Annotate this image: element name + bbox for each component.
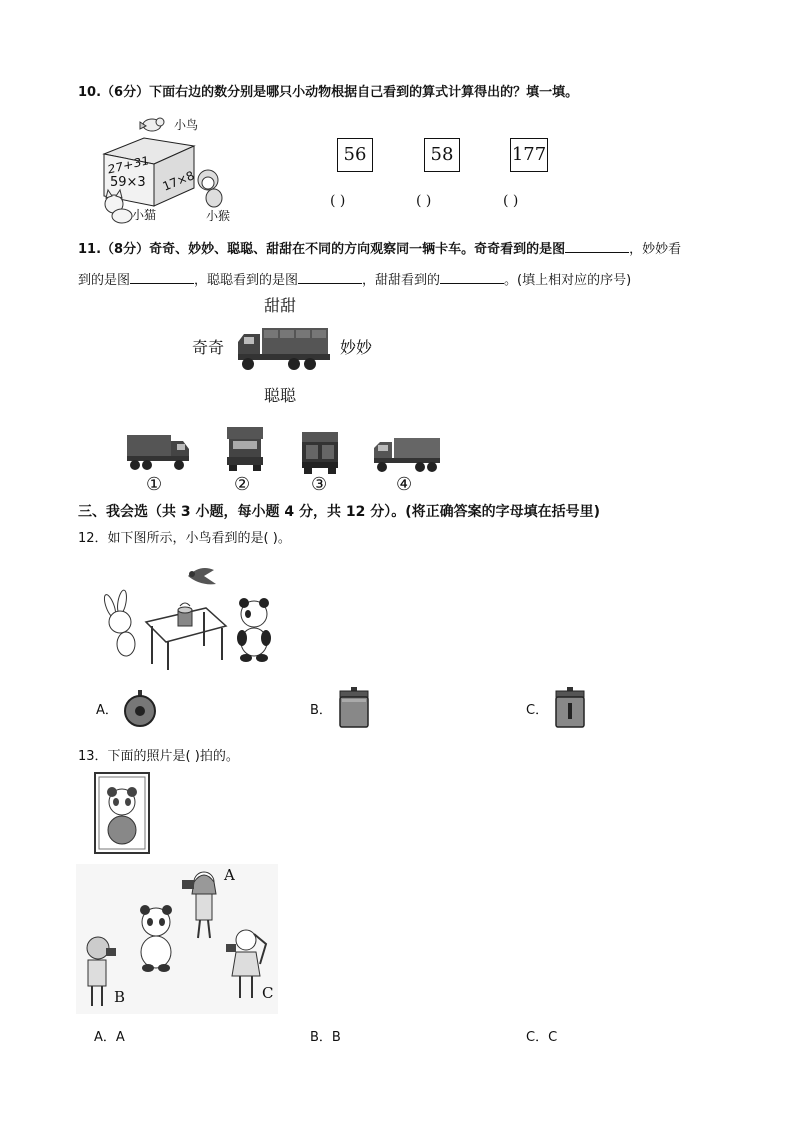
answer-paren-3[interactable]: ( ) — [503, 193, 519, 209]
q11-text-c: 到的是图 — [78, 273, 131, 288]
number-box-2: 58 — [424, 138, 460, 172]
observer-right: 妙妙 — [340, 338, 373, 357]
q11-blank-qiqi[interactable] — [565, 239, 629, 253]
truck-option-2-icon — [225, 425, 265, 473]
q11-blank-miaomiao[interactable] — [130, 270, 194, 284]
scene-label-a: A — [224, 866, 235, 884]
q11-text-a: 11.（8分）奇奇、妙妙、聪聪、甜甜在不同的方向观察同一辆卡车。奇奇看到的是图 — [78, 242, 566, 257]
monkey-label: 小猴 — [206, 209, 231, 223]
panda-icon — [237, 598, 271, 662]
q11-text-d: ，聪聪看到的是图 — [194, 273, 299, 288]
q11-blank-tiantian[interactable] — [440, 270, 504, 284]
q10-figure — [96, 114, 246, 226]
q12-option-c-label[interactable]: C． — [526, 703, 549, 718]
q13-stem: 13．下面的照片是( )拍的。 — [78, 749, 239, 764]
q13-option-b[interactable]: B．B — [310, 1030, 341, 1045]
q13-scene-figure — [76, 864, 278, 1014]
option-label-3: ③ — [311, 474, 328, 495]
answer-paren-2[interactable]: ( ) — [416, 193, 432, 209]
section3-heading: 三、我会选（共 3 小题，每小题 4 分，共 12 分）。(将正确答案的字母填在括号里) — [78, 504, 601, 520]
truck-option-3-icon — [300, 430, 340, 474]
option-label-4: ④ — [396, 474, 413, 495]
q11-line2 — [78, 270, 631, 290]
truck-option-1-icon — [125, 429, 191, 473]
box-side-expression: 17×8 — [160, 168, 197, 194]
number-box-3: 177 — [510, 138, 548, 172]
monkey-icon — [198, 170, 222, 207]
q11-text-e: ，甜甜看到的 — [362, 273, 441, 288]
q12-scene-figure — [96, 556, 286, 676]
scene-label-c: C — [262, 984, 274, 1002]
q11-blank-congcong[interactable] — [298, 270, 362, 284]
rabbit-icon — [102, 589, 135, 656]
box-front-expression: 59×3 — [110, 175, 146, 190]
number-box-1: 56 — [337, 138, 373, 172]
bird-icon — [188, 568, 216, 584]
cup-top-view-icon — [122, 690, 158, 728]
q10-stem: 10.（6分）下面右边的数分别是哪只小动物根据自己看到的算式计算得出的？填一填。 — [78, 85, 579, 100]
q12-option-a-label[interactable]: A． — [96, 703, 118, 718]
q12-option-b-label[interactable]: B． — [310, 703, 332, 718]
answer-paren-1[interactable]: ( ) — [330, 193, 346, 209]
q12-stem: 12．如下图所示，小鸟看到的是( )。 — [78, 531, 291, 546]
cat-label: 小猫 — [132, 208, 157, 222]
box-top-expression: 27+31 — [107, 153, 150, 177]
scene-label-b: B — [114, 988, 126, 1006]
q11-line1 — [78, 239, 681, 259]
photo-frame-icon — [94, 772, 150, 854]
option-label-2: ② — [234, 474, 251, 495]
option-label-1: ① — [146, 474, 163, 495]
truck-option-4-icon — [372, 434, 442, 474]
observer-left: 奇奇 — [192, 338, 225, 357]
bird-icon — [140, 118, 164, 131]
q11-text-b: ，妙妙看 — [629, 242, 682, 257]
observer-top: 甜甜 — [264, 296, 297, 315]
q13-option-c[interactable]: C．C — [526, 1030, 558, 1045]
observer-bottom: 聪聪 — [264, 386, 297, 405]
truck-side-icon — [234, 322, 334, 372]
cup-side-view-icon — [552, 687, 588, 731]
cup-icon — [178, 603, 192, 626]
q11-text-f: 。(填上相对应的序号) — [504, 273, 632, 288]
q13-option-a[interactable]: A．A — [94, 1030, 125, 1045]
cup-front-view-icon — [336, 687, 372, 731]
bird-label: 小鸟 — [174, 118, 199, 132]
